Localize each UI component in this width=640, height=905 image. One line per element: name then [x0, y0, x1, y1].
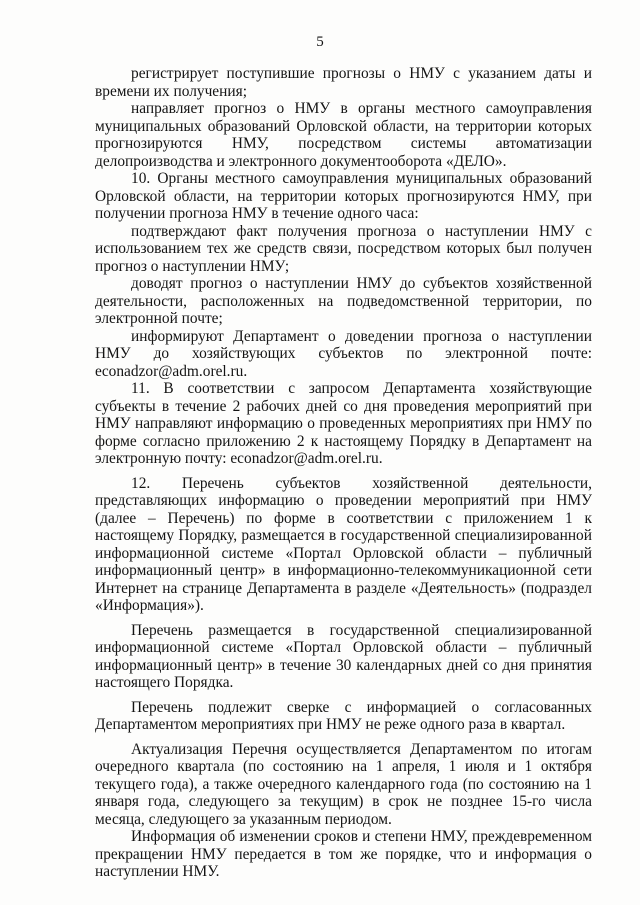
page-number: 5	[316, 34, 324, 50]
paragraph-item-11: 11. В соответствии с запросом Департамента хозяйствующие субъекты в течение 2 рабочих дней со дня проведения мероприятий при НМУ направляют информацию о проведенных мероприятиях при НМУ по форме согласно приложению 2 к настоящему Порядку в Департамент на электронную почту: econadzor@adm.orel.ru.	[95, 380, 592, 467]
paragraph-list-published: Перечень размещается в государственной специализированной информационной системе «Портал Орловской области – публичный информационный центр» в течение 30 календарных дней со дня принятия настоящего Порядка.	[95, 621, 592, 691]
document-body	[95, 65, 592, 881]
paragraph-list-updated: Актуализация Перечня осуществляется Департаментом по итогам очередного квартала (по состоянию на 1 апреля, 1 июля и 1 октября текущего года), а также очередного календарного года (по состоянию на 1 января года, следующего за текущим) в срок не позднее 15-го числа месяца, следующего за указанным периодом.	[95, 740, 592, 828]
paragraph-item-12: 12. Перечень субъектов хозяйственной деятельности, представляющих информацию о проведении мероприятий при НМУ (далее – Перечень) по форме в соответствии с приложением 1 к настоящему Порядку, размещается в государственной специализированной информационной системе «Портал Орловской области – публичный информационный центр» в информационно-телекоммуникационной сети Интернет на странице Департамента в разделе «Деятельность» (подраздел «Информация»).	[95, 474, 592, 614]
paragraph-confirm: подтверждают факт получения прогноза о наступлении НМУ с использованием тех же средств связи, посредством которых был получен прогноз о наступлении НМУ;	[95, 222, 592, 275]
paragraph-list-reconciled: Перечень подлежит сверке с информацией о согласованных Департаментом мероприятиях при НМУ не реже одного раза в квартал.	[95, 698, 592, 733]
paragraph-change-info: Информация об изменении сроков и степени НМУ, преждевременном прекращении НМУ передается в том же порядке, что и информация о наступлении НМУ.	[95, 828, 592, 880]
paragraph-inform: информируют Департамент о доведении прогноза о наступлении НМУ до хозяйствующих субъектов по электронной почте: econadzor@adm.orel.ru.	[95, 327, 592, 380]
paragraph-deliver: доводят прогноз о наступлении НМУ до субъектов хозяйственной деятельности, расположенных на подведомственной территории, по электронной почте;	[95, 275, 592, 327]
paragraph-registers: регистрирует поступившие прогнозы о НМУ с указанием даты и времени их получения;	[95, 65, 592, 100]
paragraph-item-10: 10. Органы местного самоуправления муниципальных образований Орловской области, на территории которых прогнозируются НМУ, при получении прогноза НМУ в течение одного часа:	[95, 170, 592, 222]
paragraph-sends-forecast: направляет прогноз о НМУ в органы местного самоуправления муниципальных образований Орловской области, на территории которых прогнозируются НМУ, посредством системы автоматизации делопроизводства и электронного документооборота «ДЕЛО».	[95, 100, 592, 170]
